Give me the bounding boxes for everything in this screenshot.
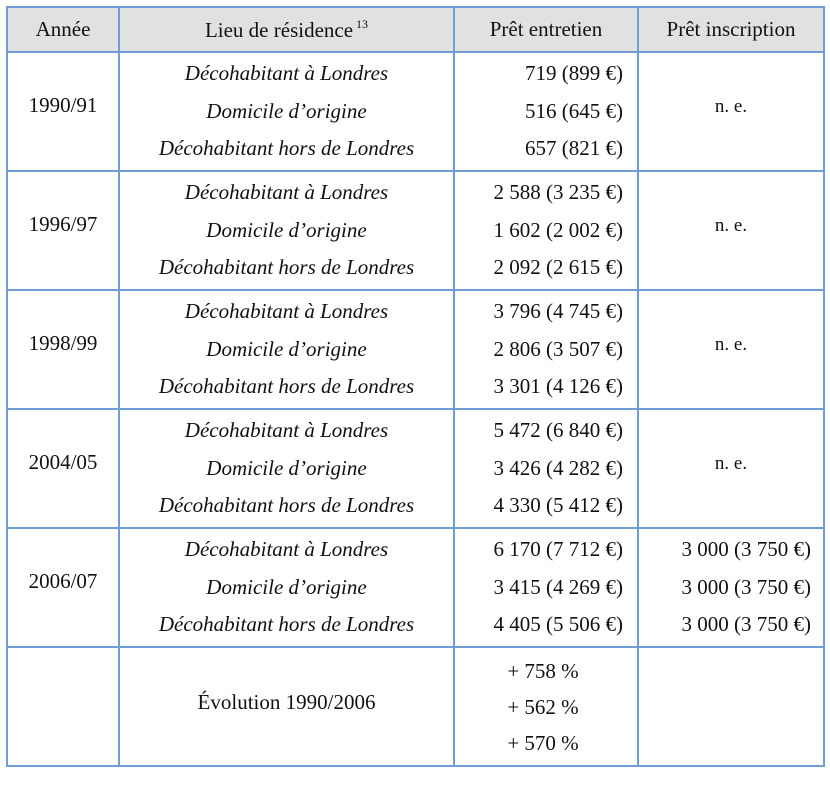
residence-item: Décohabitant à Londres	[184, 418, 389, 443]
maintenance-value: 3 426 (4 282 €)	[493, 455, 623, 480]
not-available-label: n. e.	[714, 334, 748, 355]
residence-cell	[119, 528, 454, 647]
year-cell	[7, 171, 119, 290]
evolution-label-cell	[119, 647, 454, 766]
maintenance-cell	[454, 528, 638, 647]
table-row	[7, 528, 824, 647]
student-loans-table	[6, 6, 825, 767]
maintenance-value: 516 (645 €)	[525, 98, 623, 123]
maintenance-value: 1 602 (2 002 €)	[493, 217, 623, 242]
year-label: 1990/91	[28, 93, 98, 117]
header-row	[7, 7, 824, 52]
table-row	[7, 171, 824, 290]
year-label: 2006/07	[28, 569, 98, 593]
table-row	[7, 52, 824, 171]
residence-cell	[119, 290, 454, 409]
maintenance-value: 6 170 (7 712 €)	[493, 537, 623, 562]
empty-cell	[638, 647, 824, 766]
year-label: 1998/99	[28, 331, 98, 355]
tuition-cell	[638, 52, 824, 171]
residence-item: Décohabitant à Londres	[184, 299, 389, 324]
evolution-row	[7, 647, 824, 766]
maintenance-value: 3 796 (4 745 €)	[493, 299, 623, 324]
footnote-ref: 13	[356, 16, 369, 31]
residence-item: Décohabitant à Londres	[184, 537, 389, 562]
tuition-cell	[638, 171, 824, 290]
maintenance-value: 3 301 (4 126 €)	[493, 374, 623, 399]
year-label: 2004/05	[28, 450, 98, 474]
tuition-value: 3 000 (3 750 €)	[681, 574, 811, 599]
maintenance-cell	[454, 290, 638, 409]
empty-cell	[7, 647, 119, 766]
maintenance-cell	[454, 409, 638, 528]
not-available-label: n. e.	[714, 453, 748, 474]
table-row	[7, 409, 824, 528]
year-label: 1996/97	[28, 212, 98, 236]
residence-item: Décohabitant à Londres	[184, 180, 389, 205]
residence-cell	[119, 52, 454, 171]
residence-item: Domicile d’origine	[206, 574, 367, 599]
residence-item: Décohabitant hors de Londres	[158, 374, 415, 399]
table-row	[7, 290, 824, 409]
tuition-cell	[638, 528, 824, 647]
evolution-values-cell	[454, 647, 638, 766]
residence-item: Décohabitant hors de Londres	[158, 612, 415, 637]
residence-item: Domicile d’origine	[206, 98, 367, 123]
maintenance-value: 2 092 (2 615 €)	[493, 255, 623, 280]
residence-item: Domicile d’origine	[206, 455, 367, 480]
not-available-label: n. e.	[714, 215, 748, 236]
residence-cell	[119, 409, 454, 528]
year-cell	[7, 409, 119, 528]
maintenance-cell	[454, 171, 638, 290]
maintenance-value: 3 415 (4 269 €)	[493, 574, 623, 599]
maintenance-value: 5 472 (6 840 €)	[493, 418, 623, 443]
residence-item: Décohabitant hors de Londres	[158, 255, 415, 280]
evolution-value: + 758 %	[507, 658, 579, 683]
header-residence	[119, 7, 454, 52]
residence-item: Domicile d’origine	[206, 336, 367, 361]
residence-item: Décohabitant hors de Londres	[158, 136, 415, 161]
residence-item: Décohabitant à Londres	[184, 61, 389, 86]
tuition-cell	[638, 290, 824, 409]
maintenance-value: 2 588 (3 235 €)	[493, 180, 623, 205]
not-available-label: n. e.	[714, 96, 748, 117]
maintenance-value: 2 806 (3 507 €)	[493, 336, 623, 361]
evolution-value: + 562 %	[507, 694, 579, 719]
maintenance-value: 719 (899 €)	[525, 61, 623, 86]
maintenance-value: 4 330 (5 412 €)	[493, 493, 623, 518]
maintenance-cell	[454, 52, 638, 171]
year-cell	[7, 52, 119, 171]
maintenance-value: 4 405 (5 506 €)	[493, 612, 623, 637]
tuition-cell	[638, 409, 824, 528]
header-maintenance-loan: Prêt entretien	[454, 7, 638, 52]
year-cell	[7, 290, 119, 409]
year-cell	[7, 528, 119, 647]
residence-item: Décohabitant hors de Londres	[158, 493, 415, 518]
residence-item: Domicile d’origine	[206, 217, 367, 242]
tuition-value: 3 000 (3 750 €)	[681, 537, 811, 562]
residence-cell	[119, 171, 454, 290]
tuition-value: 3 000 (3 750 €)	[681, 612, 811, 637]
header-year: Année	[7, 7, 119, 52]
header-tuition-loan: Prêt inscription	[638, 7, 824, 52]
evolution-label: Évolution 1990/2006	[197, 690, 376, 714]
evolution-value: + 570 %	[507, 730, 579, 755]
header-residence-label: Lieu de résidence	[204, 17, 354, 42]
maintenance-value: 657 (821 €)	[525, 136, 623, 161]
